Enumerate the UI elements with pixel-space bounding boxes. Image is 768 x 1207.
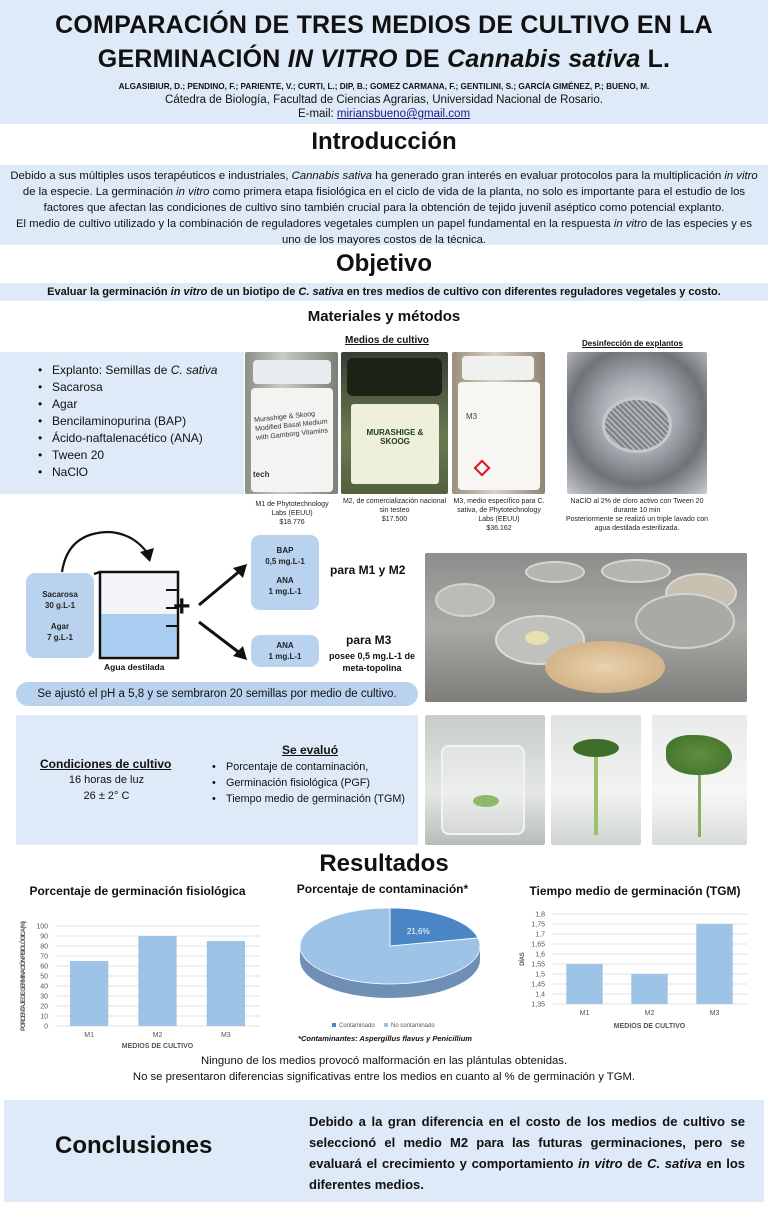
chart-2-title: Porcentaje de contaminación*: [296, 882, 469, 896]
legend-swatch: [384, 1023, 388, 1027]
bar-m2: [138, 936, 176, 1026]
y-tick-label: 70: [40, 953, 48, 961]
x-axis-label: MEDIOS DE CULTIVO: [613, 1023, 686, 1030]
contamination-pie-chart: [280, 898, 500, 1033]
y-tick-label: 20: [40, 1003, 48, 1011]
list-item: • Bencilaminopurina (BAP): [38, 413, 244, 430]
y-tick-label: 40: [40, 983, 48, 991]
label-for-m3: para M3: [346, 633, 392, 647]
chart-1-title: Porcentaje de germinación fisiológica: [29, 884, 246, 898]
label-for-m1-m2: para M1 y M2: [330, 563, 406, 577]
list-item: • Tiempo medio de germinación (TGM): [212, 791, 405, 807]
y-tick-label: 1,7: [535, 931, 545, 939]
medium-powder-large: [545, 641, 665, 693]
contaminants-note: *Contaminantes: Aspergillus flavus y Penicillium: [298, 1034, 472, 1043]
list-item: • Explanto: Semillas de C. sativa: [38, 362, 244, 379]
evaluated-list: [212, 759, 405, 807]
methods-heading: Materiales y métodos: [307, 308, 461, 325]
legend-label: Contaminado: [339, 1023, 375, 1029]
box-ana: ANA 1 mg.L-1: [251, 635, 319, 667]
y-tick-label: 10: [40, 1013, 48, 1021]
box-bap-ana: BAP 0,5 mg.L-1 ANA 1 mg.L-1: [251, 535, 319, 610]
y-tick-label: 1,65: [531, 941, 545, 949]
header: [0, 0, 768, 124]
seedling-icon: [666, 735, 732, 775]
results-note-2: No se presentaron diferencias significativas entre los medios en cuanto al % de germinación y TGM.: [132, 1071, 636, 1083]
y-tick-label: 1,8: [535, 911, 545, 919]
list-item: • Germinación fisiológica (PGF): [212, 775, 405, 791]
authors: ALGASIBIUR, D.; PENDINO, F.; PARIENTE, V.; CURTI, L.; DIP, B.; GOMEZ CARMANA, F.; GENTILINI, S.; GARCÍA GIMÉNEZ, P.; BUENO, M.: [118, 82, 650, 91]
x-tick-label: M3: [220, 1032, 231, 1039]
photo-culture-plates: [425, 553, 747, 702]
email-link[interactable]: miriansbueno@gmail.com: [336, 108, 471, 120]
y-tick-label: 1,35: [531, 1001, 545, 1009]
x-tick-label: M1: [579, 1010, 590, 1017]
intro-text: Debido a sus múltiples usos terapéuticos e industriales, Cannabis sativa ha generado gran interés en evaluar protocolos para la multiplicación in vitro de la especie. La germinación in vitro como primera etapa fisiológica en el ciclo de vida de la planta, no solo es importante para el estudio de los factores que afectan las condiciones de cultivo sino también crucial para la obtención de tejido juvenil aséptico como potencial explanto. El medio de cultivo utilizado y la combinación de reguladores vegetales cumplen un papel fundamental en la respuesta in vitro de las especies y es uno de los mayores costos de la técnica.: [0, 165, 768, 245]
intro-heading: Introducción: [311, 128, 457, 155]
y-tick-label: 50: [40, 973, 48, 981]
ph-note-pill: Se ajustó el pH a 5,8 y se sembraron 20 semillas por medio de cultivo.: [16, 682, 418, 706]
jar-1-label: Murashige & Skoog Modified Basal Medium with Gamborg Vitamins: [253, 410, 329, 442]
list-item: • Ácido-naftalenacético (ANA): [38, 430, 244, 447]
y-tick-label: 90: [40, 933, 48, 941]
arrow-up-icon: [199, 570, 241, 605]
arrow-down-icon: [199, 622, 241, 654]
list-item: • Tween 20: [38, 447, 244, 464]
legend-swatch: [332, 1023, 336, 1027]
y-tick-label: 100: [36, 923, 48, 931]
x-axis-label: MEDIOS DE CULTIVO: [121, 1043, 194, 1050]
conditions-temperature: 26 ± 2° C: [83, 790, 130, 802]
results-heading: Resultados: [319, 850, 449, 877]
poster-title-line-2: GERMINACIÓN IN VITRO DE Cannabis sativa L.: [97, 45, 671, 73]
strainer-icon: [602, 397, 672, 453]
tgm-bar-chart: [512, 898, 762, 1033]
y-tick-label: 1,55: [531, 961, 545, 969]
x-tick-label: M2: [644, 1010, 655, 1017]
photo-seedlings-1: [425, 715, 545, 845]
email-line: E-mail: miriansbueno@gmail.com: [297, 108, 471, 120]
seedling-icon: [573, 739, 619, 757]
plus-sign: +: [173, 590, 191, 623]
y-tick-label: 80: [40, 943, 48, 951]
pie-data-label: 21,6%: [406, 927, 430, 937]
list-item: • Porcentaje de contaminación,: [212, 759, 405, 775]
photo-seedlings-3: [652, 715, 747, 845]
seedling-icon: [473, 795, 499, 807]
objective-heading: Objetivo: [335, 250, 432, 277]
box-sucrose-agar: Sacarosa 30 g.L-1 Agar 7 g.L-1: [26, 573, 94, 658]
poster-title-line-1: COMPARACIÓN DE TRES MEDIOS DE CULTIVO EN LA: [55, 11, 713, 39]
chart-3-title: Tiempo medio de germinación (TGM): [529, 884, 741, 898]
bar-m2: [631, 974, 667, 1004]
y-tick-label: 1,6: [535, 951, 545, 959]
list-item: • Agar: [38, 396, 244, 413]
m3-note: posee 0,5 mg.L-1 de meta-topolina: [328, 651, 416, 673]
conditions-light: 16 horas de luz: [68, 774, 145, 786]
results-note-1: Ninguno de los medios provocó malformación en las plántulas obtenidas.: [200, 1055, 568, 1067]
arrow-head-icon: [140, 548, 154, 562]
media-heading: Medios de cultivo: [345, 335, 429, 346]
list-item: • Sacarosa: [38, 379, 244, 396]
evaluated-heading: Se evaluó: [282, 743, 339, 757]
photo-m3-jar: [452, 352, 545, 494]
conclusions-heading: Conclusiones: [55, 1132, 213, 1159]
caption-m1: M1 de Phytotechnology Labs (EEUU) $18.776: [255, 501, 329, 526]
branch-arrows: [195, 560, 255, 660]
y-axis-label: DÍAS: [520, 952, 526, 966]
y-tick-label: 30: [40, 993, 48, 1001]
y-tick-label: 1,4: [535, 991, 545, 999]
caption-m3: M3, medio específico para C. sativa, de Phytotechnology Labs (EEUU) $36.162: [453, 498, 545, 532]
photo-m1-jar: [245, 352, 338, 494]
caption-disinfection: NaClO al 2% de cloro activo con Tween 20 durante 10 min Posteriormente se realizó un triple lavado con agua destilada esterilizada.: [565, 498, 709, 532]
jar-1-brand: tech: [253, 470, 270, 479]
y-tick-label: 1,45: [531, 981, 545, 989]
y-tick-label: 0: [44, 1023, 48, 1031]
y-tick-label: 60: [40, 963, 48, 971]
beaker-label: Agua destilada: [104, 662, 165, 672]
y-tick-label: 1,5: [535, 971, 545, 979]
curved-arrow-icon: [62, 532, 148, 572]
x-tick-label: M2: [152, 1032, 163, 1039]
jar-2-label: MURASHIGE & SKOOG: [366, 428, 424, 446]
photo-seedlings-2: [551, 715, 641, 845]
bar-m1: [70, 961, 108, 1026]
conditions-heading: Condiciones de cultivo: [40, 757, 172, 771]
affiliation: Cátedra de Biología, Facultad de Ciencias Agrarias, Universidad Nacional de Rosario.: [165, 94, 603, 106]
materials-box: [0, 352, 244, 494]
photo-m2-jar: [341, 352, 448, 494]
bar-m1: [566, 964, 602, 1004]
disinfection-heading: Desinfección de explantos: [582, 339, 683, 348]
x-tick-label: M1: [84, 1032, 95, 1039]
y-tick-label: 1,75: [531, 921, 545, 929]
conclusions-text: Debido a la gran diferencia en el costo de los medios de cultivo se seleccionó el medio M2 para las futuras germinaciones, pero se evaluará el crecimiento y comportamiento in vitro de C. sativa en los diferentes medios.: [309, 1114, 745, 1192]
materials-list: [38, 362, 244, 481]
y-axis-label: PORCENTAJE DE GERMINACIÓN FISIOLÓGICA (%): [21, 921, 27, 1031]
jar-3-label: M3: [466, 412, 478, 421]
bar-m3: [696, 924, 732, 1004]
germination-bar-chart: [15, 898, 265, 1053]
list-item: • NaClO: [38, 464, 244, 481]
photo-disinfection: [567, 352, 707, 494]
legend-label: No contaminado: [391, 1023, 435, 1029]
medium-powder-small: [525, 631, 549, 645]
objective-text: Evaluar la germinación in vitro de un biotipo de C. sativa en tres medios de cultivo con diferentes reguladores vegetales y costo.: [0, 283, 768, 301]
bar-m3: [207, 941, 245, 1026]
caption-m2: M2, de comercialización nacional sin testeo $17.500: [342, 498, 447, 523]
x-tick-label: M3: [709, 1010, 720, 1017]
